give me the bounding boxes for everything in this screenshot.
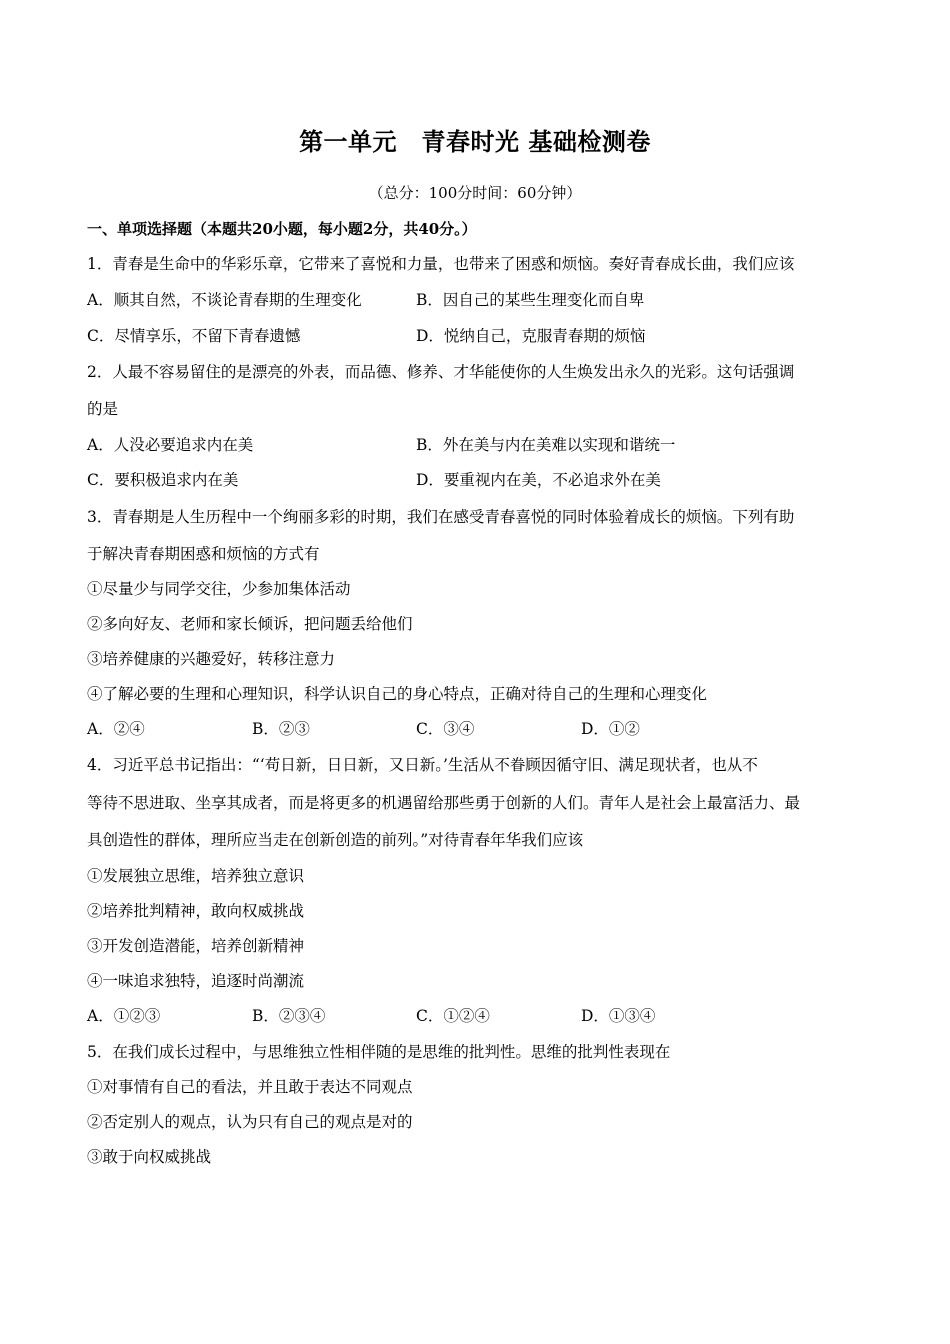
question-4-option-b: B．②③④ — [252, 1007, 326, 1025]
question-1-option-b: B．因自己的某些生理变化而自卑 — [416, 291, 645, 309]
question-4-option-d: D．①③④ — [581, 1007, 656, 1025]
question-4-stem-cont-1: 等待不思进取、坐享其成者，而是将更多的机遇留给那些勇于创新的人们。青年人是社会上最富活力、最 — [87, 794, 801, 812]
page-title: 第一单元 青春时光 基础检测卷 — [299, 127, 651, 156]
question-5-item-3: ③敢于向权威挑战 — [87, 1148, 212, 1166]
question-5-item-2: ②否定别人的观点，认为只有自己的观点是对的 — [87, 1113, 413, 1131]
question-5-item-1: ①对事情有自己的看法，并且敢于表达不同观点 — [87, 1078, 413, 1096]
question-3-option-d: D．①② — [581, 720, 640, 738]
question-2-stem: 2．人最不容易留住的是漂亮的外表，而品德、修养、才华能使你的人生焕发出永久的光彩。这句话强调 — [87, 363, 795, 381]
question-3-item-1: ①尽量少与同学交往，少参加集体活动 — [87, 580, 351, 598]
question-3-option-a: A．②④ — [87, 720, 145, 738]
question-3-item-2: ②多向好友、老师和家长倾诉，把问题丢给他们 — [87, 615, 413, 633]
question-3-option-c: C．③④ — [416, 720, 475, 738]
question-1-option-d: D．悦纳自己，克服青春期的烦恼 — [416, 327, 646, 345]
question-4-stem: 4．习近平总书记指出：“‘苟日新，日日新，又日新。’生活从不眷顾因循守旧、满足现状者，也从不 — [87, 756, 758, 774]
exam-info: （总分：100分时间：60分钟） — [368, 184, 582, 202]
question-4-item-1: ①发展独立思维，培养独立意识 — [87, 867, 305, 885]
section-heading: 一、单项选择题（本题共20小题，每小题2分，共40分。） — [87, 220, 477, 238]
question-1-option-a: A．顺其自然，不谈论青春期的生理变化 — [87, 291, 362, 309]
question-3-stem-cont: 于解决青春期困惑和烦恼的方式有 — [87, 545, 320, 563]
question-2-option-b: B．外在美与内在美难以实现和谐统一 — [416, 436, 676, 454]
question-2-option-d: D．要重视内在美，不必追求外在美 — [416, 471, 661, 489]
question-1-option-c: C．尽情享乐，不留下青春遗憾 — [87, 327, 301, 345]
question-2-option-c: C．要积极追求内在美 — [87, 471, 239, 489]
question-2-stem-cont: 的是 — [87, 400, 119, 418]
question-3-item-4: ④了解必要的生理和心理知识，科学认识自己的身心特点，正确对待自己的生理和心理变化 — [87, 685, 708, 703]
question-4-stem-cont-2: 具创造性的群体，理所应当走在创新创造的前列。”对待青春年华我们应该 — [87, 831, 584, 849]
question-4-item-2: ②培养批判精神，敢向权威挑战 — [87, 902, 305, 920]
question-2-option-a: A．人没必要追求内在美 — [87, 436, 254, 454]
question-4-item-3: ③开发创造潜能，培养创新精神 — [87, 937, 305, 955]
question-4-option-a: A．①②③ — [87, 1007, 161, 1025]
question-3-stem: 3．青春期是人生历程中一个绚丽多彩的时期，我们在感受青春喜悦的同时体验着成长的烦恼。下列有助 — [87, 508, 795, 526]
question-3-item-3: ③培养健康的兴趣爱好，转移注意力 — [87, 650, 336, 668]
question-5-stem: 5．在我们成长过程中，与思维独立性相伴随的是思维的批判性。思维的批判性表现在 — [87, 1043, 671, 1061]
question-1-stem: 1．青春是生命中的华彩乐章，它带来了喜悦和力量，也带来了困惑和烦恼。奏好青春成长曲，我们应该 — [87, 255, 795, 273]
question-3-option-b: B．②③ — [252, 720, 310, 738]
question-4-option-c: C．①②④ — [416, 1007, 490, 1025]
question-4-item-4: ④一味追求独特，追逐时尚潮流 — [87, 972, 305, 990]
